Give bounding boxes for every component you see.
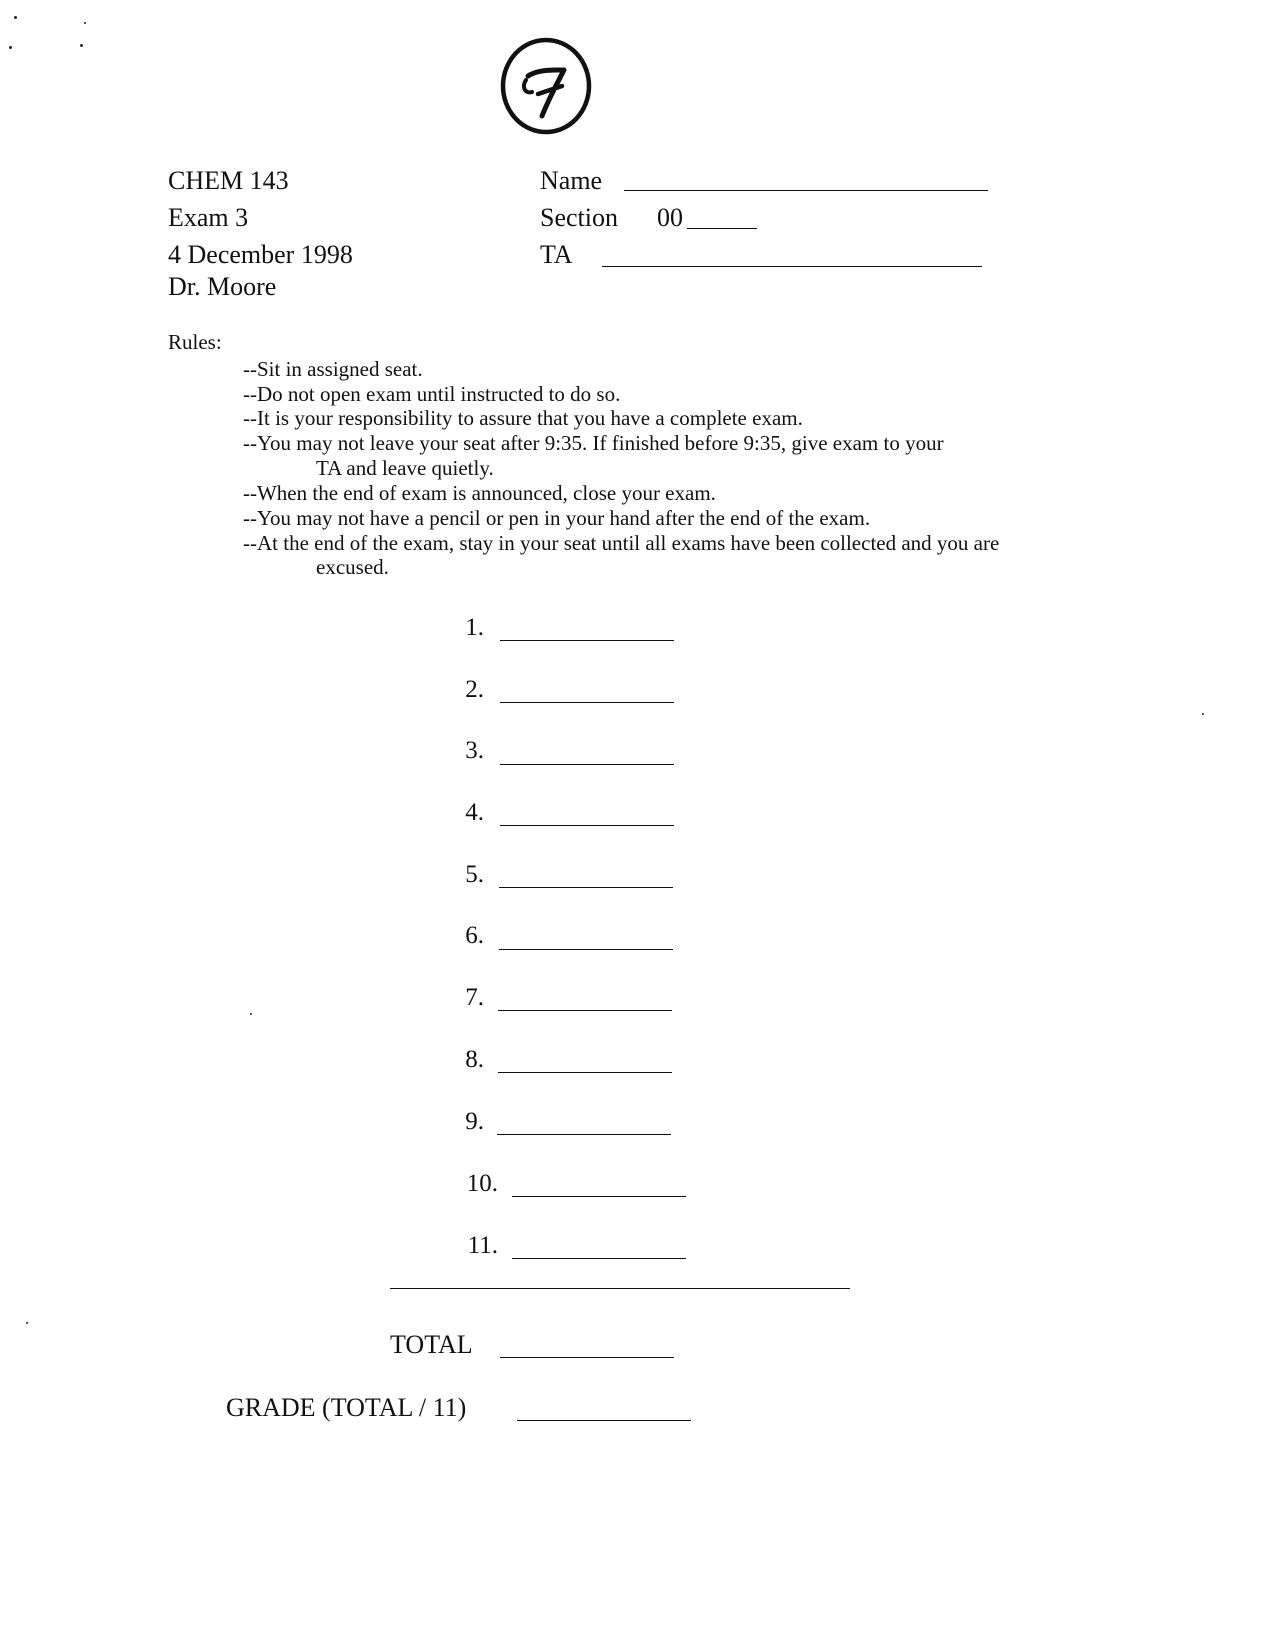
score-number: 4. bbox=[465, 799, 484, 826]
scan-speck bbox=[250, 1013, 252, 1015]
rule-item: --When the end of exam is announced, close your exam. bbox=[243, 481, 716, 505]
name-label: Name bbox=[540, 166, 603, 195]
score-number: 8. bbox=[465, 1046, 484, 1073]
score-blank[interactable] bbox=[499, 887, 673, 888]
score-blank[interactable] bbox=[500, 825, 674, 826]
scan-speck bbox=[84, 22, 86, 24]
score-number: 2. bbox=[465, 676, 484, 703]
section-label: Section bbox=[540, 203, 618, 232]
score-number: 7. bbox=[465, 984, 484, 1011]
total-label: TOTAL bbox=[390, 1330, 473, 1359]
score-number: 6. bbox=[465, 922, 484, 949]
score-blank[interactable] bbox=[512, 1196, 686, 1197]
score-blank[interactable] bbox=[500, 702, 674, 703]
score-blank[interactable] bbox=[512, 1258, 686, 1259]
score-number: 1. bbox=[465, 614, 484, 641]
section-field[interactable] bbox=[687, 228, 757, 229]
score-number: 9. bbox=[465, 1108, 484, 1135]
rule-item: --You may not have a pencil or pen in your hand after the end of the exam. bbox=[243, 506, 871, 530]
score-blank[interactable] bbox=[497, 1134, 671, 1135]
ta-label: TA bbox=[540, 240, 573, 269]
score-blank[interactable] bbox=[500, 764, 674, 765]
scan-speck bbox=[9, 46, 12, 49]
circled-handwritten-mark bbox=[498, 36, 594, 136]
rules-heading: Rules: bbox=[168, 330, 222, 354]
rule-item: --At the end of the exam, stay in your seat until all exams have been collected and you are bbox=[243, 531, 1000, 555]
scan-speck bbox=[1202, 713, 1204, 715]
exam-title: Exam 3 bbox=[168, 203, 249, 232]
rule-item: --Do not open exam until instructed to do so. bbox=[243, 382, 621, 406]
grade-blank[interactable] bbox=[517, 1420, 691, 1421]
score-number: 5. bbox=[465, 861, 484, 888]
scan-speck bbox=[26, 1322, 28, 1324]
scan-speck bbox=[80, 44, 83, 47]
section-prefix: 00 bbox=[657, 203, 683, 232]
score-blank[interactable] bbox=[500, 640, 674, 641]
score-number: 11. bbox=[467, 1232, 498, 1259]
ta-field[interactable] bbox=[602, 266, 982, 267]
score-number: 10. bbox=[466, 1170, 498, 1197]
scan-speck bbox=[14, 16, 17, 19]
rule-item: --Sit in assigned seat. bbox=[243, 357, 423, 381]
rule-item: TA and leave quietly. bbox=[316, 456, 494, 480]
rule-item: --You may not leave your seat after 9:35. If finished before 9:35, give exam to your bbox=[243, 431, 944, 455]
instructor-name: Dr. Moore bbox=[168, 272, 277, 301]
score-number: 3. bbox=[465, 737, 484, 764]
rule-item: excused. bbox=[316, 555, 389, 579]
exam-date: 4 December 1998 bbox=[168, 240, 353, 269]
total-separator bbox=[390, 1288, 850, 1289]
total-blank[interactable] bbox=[500, 1357, 674, 1358]
grade-label: GRADE (TOTAL / 11) bbox=[226, 1393, 467, 1422]
rule-item: --It is your responsibility to assure that you have a complete exam. bbox=[243, 406, 803, 430]
score-blank[interactable] bbox=[498, 1010, 672, 1011]
name-field[interactable] bbox=[624, 190, 988, 191]
course-title: CHEM 143 bbox=[168, 166, 289, 195]
score-blank[interactable] bbox=[499, 949, 673, 950]
score-blank[interactable] bbox=[498, 1072, 672, 1073]
